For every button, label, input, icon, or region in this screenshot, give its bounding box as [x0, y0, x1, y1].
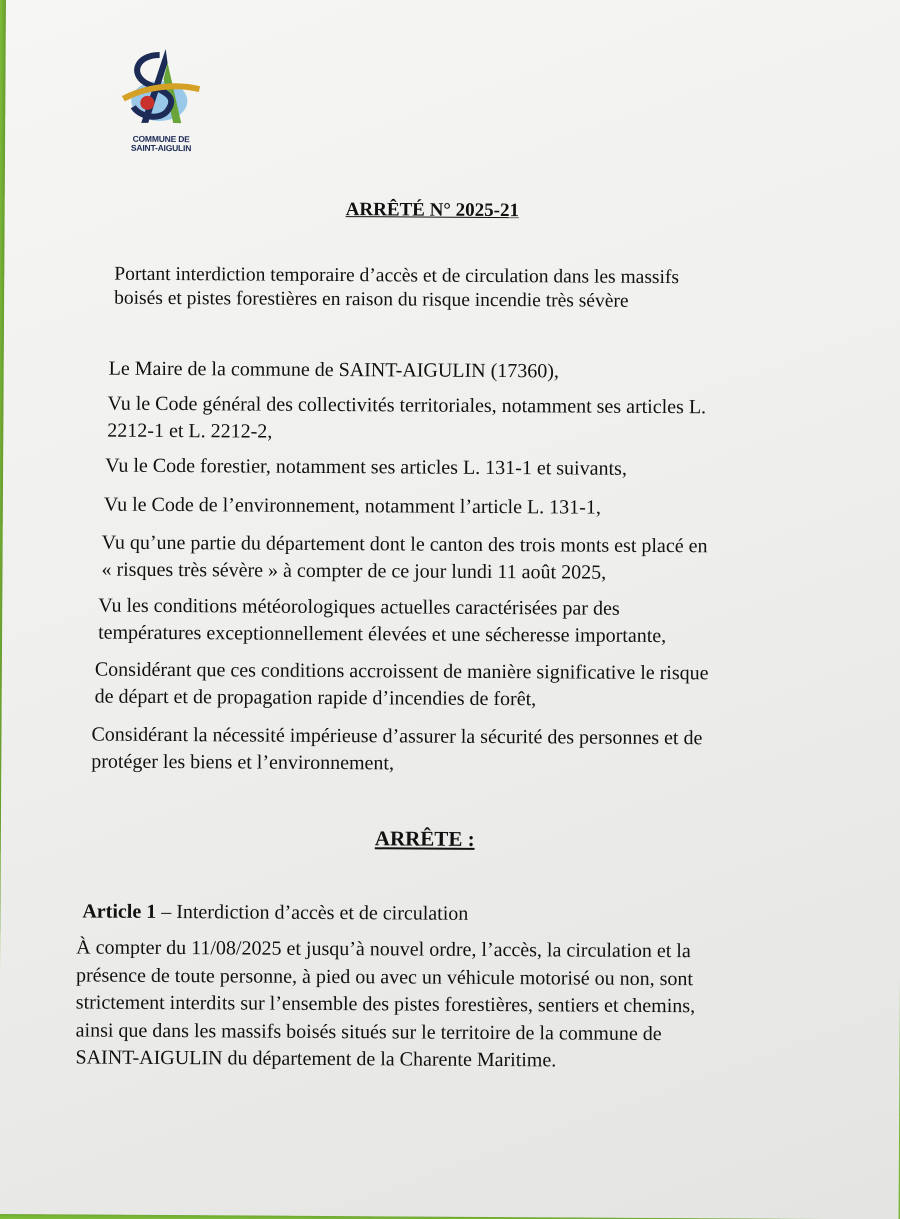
vu-risque: [101, 530, 707, 588]
article1-body-line5: SAINT-AIGULIN du département de la Charente Maritime.: [75, 1046, 557, 1072]
considerant-securite: [91, 722, 702, 780]
article1-label: Article 1: [82, 900, 157, 923]
logo-caption-line2: SAINT-AIGULIN: [130, 142, 192, 154]
commune-logo: [115, 43, 208, 162]
vu-meteo-line1: Vu les conditions météorologiques actuelles caractérisées par des: [98, 594, 620, 620]
vu-meteo-line2: températures exceptionnellement élevées et une sécheresse importante,: [98, 621, 667, 648]
commune-emblem-icon: [115, 43, 208, 136]
decree-subtitle: [114, 263, 679, 314]
logo-caption: [115, 135, 207, 154]
vu-cgct-line2: 2212-1 et L. 2212-2,: [107, 419, 273, 443]
subtitle-line2: boisés et pistes forestières en raison du risque incendie très sévère: [114, 287, 629, 312]
considerant-securite-line2: protéger les biens et l’environnement,: [91, 750, 395, 775]
logo-caption-line1: COMMUNE DE: [132, 133, 190, 145]
arrete-heading: ARRÊTE :: [374, 826, 475, 851]
considerant-risque-line1: Considérant que ces conditions accroissent de manière significative le risque: [94, 658, 709, 685]
vu-risque-line1: Vu qu’une partie du département dont le canton des trois monts est placé en: [101, 531, 708, 558]
article1-body-line4: ainsi que dans les massifs boisés situés sur le territoire de la commune de: [75, 1018, 662, 1045]
subtitle-line1: Portant interdiction temporaire d’accès et de circulation dans les massifs: [114, 263, 680, 289]
mayor-line: Le Maire de la commune de SAINT-AIGULIN (17360),: [108, 357, 560, 383]
vu-code-environnement: Vu le Code de l’environnement, notamment l’article L. 131-1,: [103, 493, 601, 519]
article1-body-line2: présence de toute personne, à pied ou avec un véhicule motorisé ou non, sont: [75, 963, 694, 990]
vu-code-forestier: Vu le Code forestier, notamment ses articles L. 131-1 et suivants,: [105, 454, 627, 480]
vu-meteo: [98, 593, 666, 650]
article1-heading: [82, 898, 468, 927]
considerant-risque-line2: de départ et de propagation rapide d’incendies de forêt,: [94, 685, 537, 711]
vu-risque-line2: « risques très sévère » à compter de ce jour lundi 11 août 2025,: [101, 558, 607, 584]
considerant-risque: [95, 657, 709, 715]
considerant-securite-line1: Considérant la nécessité impérieuse d’assurer la sécurité des personnes et de: [91, 723, 703, 750]
article1-title: – Interdiction d’accès et de circulation: [156, 900, 469, 925]
decree-title: ARRÊTÉ N° 2025-21: [345, 199, 520, 222]
article1-body: [75, 934, 695, 1075]
article1-body-line3: strictement interdits sur l’ensemble des pistes forestières, sentiers et chemins,: [75, 991, 696, 1018]
vu-cgct-line1: Vu le Code général des collectivités territoriales, notamment ses articles L.: [107, 392, 707, 419]
vu-cgct: [107, 391, 706, 449]
article1-body-line1: À compter du 11/08/2025 et jusqu’à nouvel ordre, l’accès, la circulation et la: [76, 936, 691, 963]
